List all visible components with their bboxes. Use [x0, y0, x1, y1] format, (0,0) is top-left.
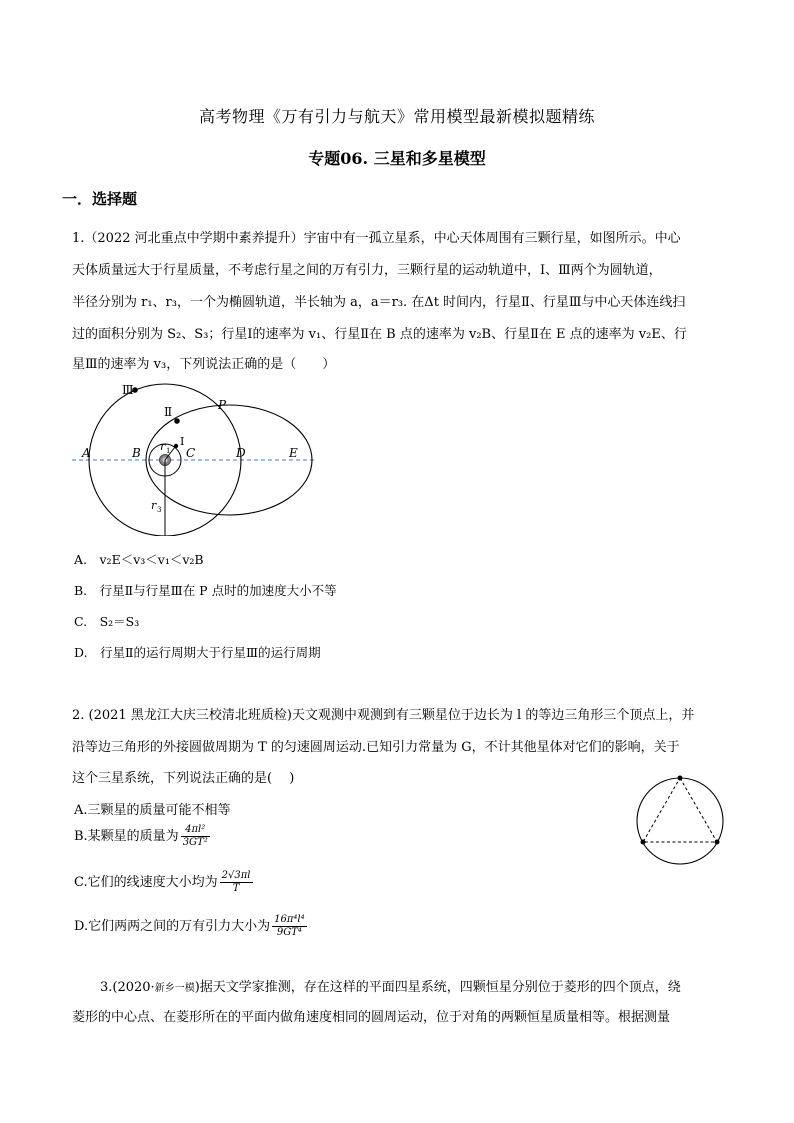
q2-line-2: 沿等边三角形的外接圆做周期为 T 的匀速圆周运动.已知引力常量为 G，不计其他星体对它们的影响，关于 — [72, 740, 680, 755]
q2-line-1: 2. (2021 黑龙江大庆三校清北班质检)天文观测中观测到有三颗星位于边长为 l 的等边三角形三个顶点上，并 — [72, 708, 695, 723]
label-E: E — [289, 446, 298, 460]
star-right — [715, 840, 720, 845]
label-P: P — [218, 398, 227, 412]
q1-option-d: D. 行星Ⅱ的运行周期大于行星Ⅲ的运行周期 — [74, 645, 321, 660]
document-title: 高考物理《万有引力与航天》常用模型最新模拟题精练 — [198, 107, 595, 126]
q2-option-b — [74, 824, 210, 849]
label-A: A — [82, 446, 91, 460]
label-r3-sub: 3 — [157, 506, 162, 514]
q1-line-4: 过的面积分别为 S₂、S₃；行星Ⅰ的速率为 v₁、行星Ⅱ在 B 点的速率为 v₂B、行星Ⅱ在 E 点的速率为 v₂E、行 — [72, 327, 687, 342]
q3-source: 新乡一模 — [154, 983, 195, 994]
label-I: Ⅰ — [180, 435, 185, 448]
label-II: Ⅱ — [164, 405, 173, 419]
equilateral-triangle — [643, 778, 717, 842]
q1-line-3: 半径分别为 r₁、r₃，一个为椭圆轨道，半长轴为 a，a＝r₃. 在Δt 时间内，行星Ⅱ、行星Ⅲ与中心天体连线扫 — [72, 295, 686, 310]
planet-II — [174, 418, 180, 424]
q2-option-c — [74, 870, 253, 895]
circumcircle — [637, 778, 723, 864]
star-top — [678, 776, 683, 781]
q2-option-b-text: B.某颗星的质量为 — [74, 829, 179, 844]
q1-line-5: 星Ⅲ的速率为 v₃，下列说法正确的是（ ） — [72, 357, 336, 372]
q3-line-1-rest: )据天文学家推测，存在这样的平面四星系统，四颗恒星分别位于菱形的四个顶点，绕 — [194, 980, 681, 995]
q3-prefix: 3.(2020· — [100, 980, 155, 995]
label-r1-sub: 1 — [166, 447, 171, 455]
orbit-diagram — [72, 376, 322, 536]
q2-option-b-numerator: 4πl² — [181, 824, 210, 837]
three-star-diagram — [630, 772, 730, 872]
label-D: D — [236, 446, 246, 460]
topic-subtitle: 专题06. 三星和多星模型 — [308, 149, 486, 168]
q3-line-2: 菱形的中心点、在菱形所在的平面内做角速度相同的圆周运动，位于对角的两颗恒星质量相等。根据测量 — [72, 1010, 671, 1025]
label-r1: r — [160, 440, 166, 453]
q2-option-c-fraction — [220, 870, 253, 895]
q3-line-1 — [100, 976, 681, 995]
q2-option-c-numerator: 2√3πl — [221, 870, 251, 881]
planet-I — [174, 444, 178, 448]
q1-option-b: B. 行星Ⅱ与行星Ⅲ在 P 点时的加速度大小不等 — [74, 583, 337, 598]
q2-option-d-text: D.它们两两之间的万有引力大小为 — [74, 919, 271, 934]
q1-line-2: 天体质量远大于行星质量，不考虑行星之间的万有引力，三颗行星的运动轨道中，Ⅰ、Ⅲ两个为圆轨道， — [72, 263, 662, 278]
section-heading: 一．选择题 — [62, 190, 138, 208]
label-C: C — [186, 446, 196, 460]
q2-option-b-denominator: 3GT² — [182, 837, 208, 848]
q1-line-1: 1.（2022 河北重点中学期中素养提升）宇宙中有一孤立星系，中心天体周围有三颗行星，如图所示。中心 — [72, 231, 681, 246]
q2-option-c-text: C.它们的线速度大小均为 — [74, 875, 218, 890]
q2-option-d-fraction — [272, 914, 307, 939]
q2-option-d-denominator: 9GT⁴ — [276, 927, 302, 938]
q2-option-d-numerator: 16π⁴l⁴ — [274, 914, 305, 925]
q1-option-a: A. v₂E＜v₃＜v₁＜v₂B — [74, 552, 204, 567]
q2-line-3: 这个三星系统，下列说法正确的是( ) — [72, 771, 295, 786]
q2-option-b-fraction — [181, 824, 210, 849]
q2-option-c-denominator: T — [232, 883, 240, 894]
label-III: Ⅲ — [122, 383, 134, 397]
star-left — [641, 840, 646, 845]
q1-option-c: C. S₂＝S₃ — [74, 614, 140, 629]
q2-option-d — [74, 914, 307, 939]
label-B: B — [132, 446, 141, 460]
q2-option-a: A.三颗星的质量可能不相等 — [74, 803, 231, 818]
label-r3: r — [151, 499, 157, 512]
